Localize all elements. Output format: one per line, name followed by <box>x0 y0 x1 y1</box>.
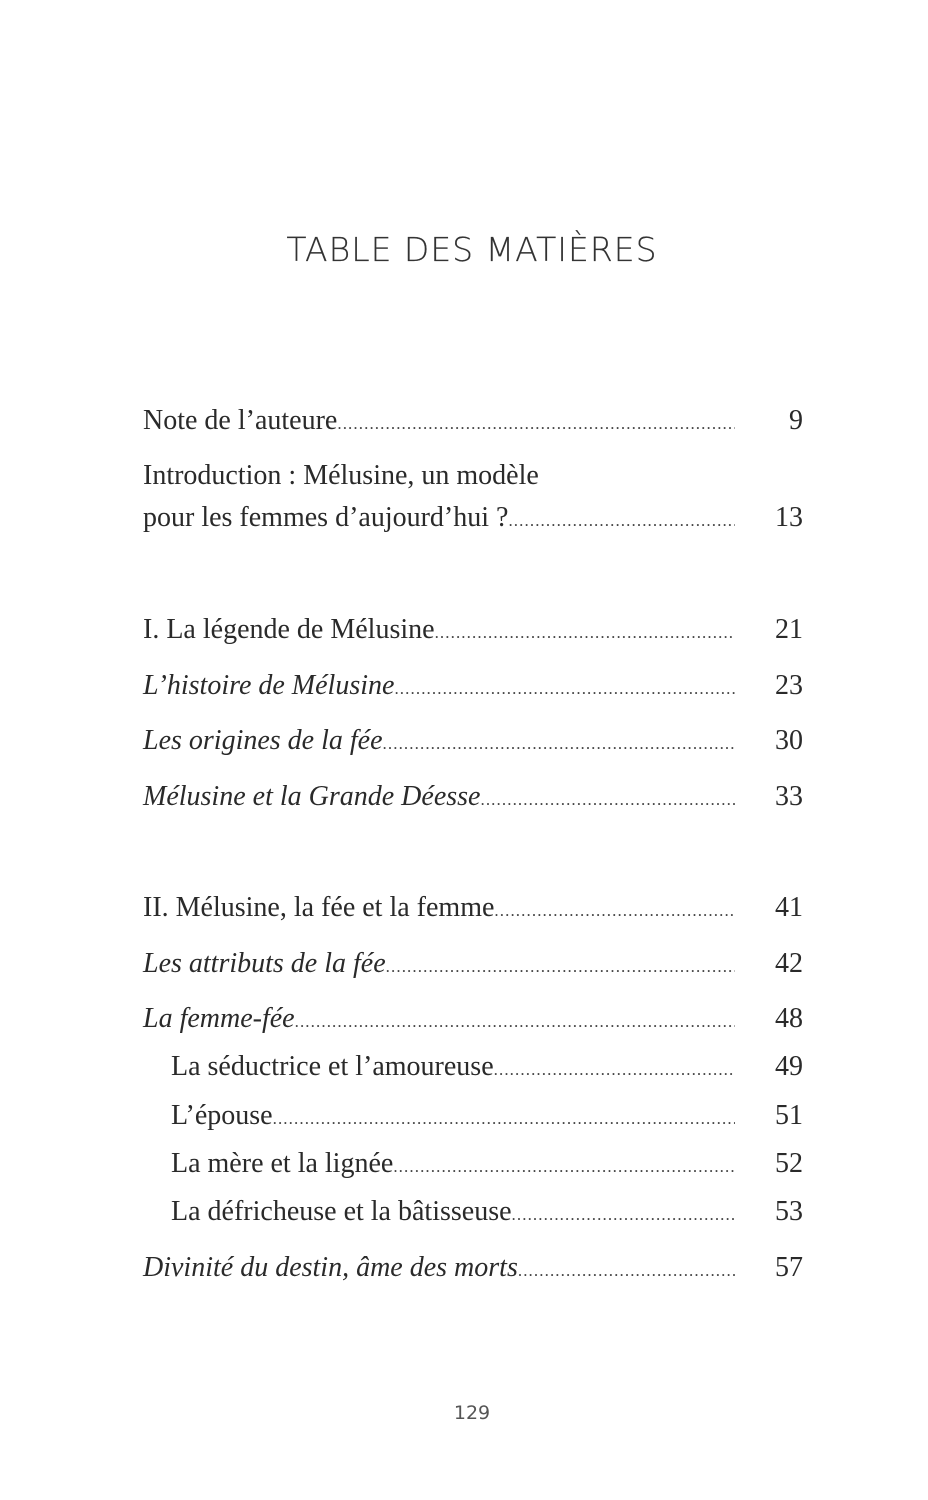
toc-entry-origines-fee[interactable] <box>143 720 803 765</box>
toc-entry-page: 42 <box>775 948 803 979</box>
toc-entry-page: 48 <box>775 1003 803 1034</box>
toc-entry-page: 13 <box>775 502 803 533</box>
dot-leader <box>393 1146 735 1188</box>
toc-entry-page: 23 <box>775 670 803 701</box>
toc-entry-label: II. Mélusine, la fée et la femme <box>143 892 495 923</box>
dot-leader <box>512 1194 735 1236</box>
toc-entry-page: 49 <box>775 1051 803 1082</box>
dot-leader <box>508 500 735 542</box>
toc-entry-page: 52 <box>775 1148 803 1179</box>
toc-entry-attributs-fee[interactable] <box>143 943 803 988</box>
toc-entry-divinite-destin[interactable] <box>143 1247 803 1292</box>
dot-leader <box>383 723 735 765</box>
toc-entry-label: La défricheuse et la bâtisseuse <box>171 1196 512 1227</box>
toc-entry-chapter-1[interactable] <box>143 609 803 654</box>
toc-entry-label: Mélusine et la Grande Déesse <box>143 781 481 812</box>
dot-leader <box>494 890 735 932</box>
toc-entry-chapter-2[interactable] <box>143 887 803 932</box>
toc-entry-page: 51 <box>775 1100 803 1131</box>
toc-entry-label: Les attributs de la fée <box>143 948 386 979</box>
dot-leader <box>273 1098 735 1140</box>
page-number: 129 <box>453 1402 491 1424</box>
toc-entry-label-line1: Introduction : Mélusine, un modèle <box>143 460 539 491</box>
toc-entry-mere-lignee[interactable] <box>171 1143 803 1188</box>
toc-entry-label: La femme-fée <box>143 1003 295 1034</box>
toc-entry-label: Divinité du destin, âme des morts <box>143 1252 518 1283</box>
toc-entry-introduction[interactable] <box>143 455 803 542</box>
toc-entry-page: 41 <box>775 892 803 923</box>
toc-entry-label: La séductrice et l’amoureuse <box>171 1051 494 1082</box>
toc-entry-histoire-melusine[interactable] <box>143 665 803 710</box>
toc-entry-label: La mère et la lignée <box>171 1148 394 1179</box>
toc-entry-defricheuse[interactable] <box>171 1191 803 1236</box>
toc-entry-page: 21 <box>775 614 803 645</box>
toc-entry-label: L’histoire de Mélusine <box>143 670 395 701</box>
toc-entry-label: Les origines de la fée <box>143 725 383 756</box>
toc-entry-page: 9 <box>789 405 803 436</box>
toc-entry-page: 33 <box>775 781 803 812</box>
dot-leader <box>480 779 735 821</box>
toc-entry-label-line2: pour les femmes d’aujourd’hui ? <box>143 502 509 533</box>
dot-leader <box>494 1049 735 1091</box>
dot-leader <box>337 403 735 445</box>
toc-entry-seductrice[interactable] <box>171 1046 803 1091</box>
dot-leader <box>386 946 735 988</box>
toc-entry-label: I. La légende de Mélusine <box>143 614 435 645</box>
toc-entry-label: Note de l’auteure <box>143 405 338 436</box>
page-title: TABLE DES MATIÈRES <box>286 230 658 270</box>
toc-entry-page: 53 <box>775 1196 803 1227</box>
toc-entry-page: 57 <box>775 1252 803 1283</box>
toc-entry-note-auteure[interactable] <box>143 400 803 445</box>
toc-entry-page: 30 <box>775 725 803 756</box>
toc-entry-label: L’épouse <box>171 1100 273 1131</box>
dot-leader <box>394 668 735 710</box>
dot-leader <box>295 1001 735 1043</box>
toc-entry-grande-deesse[interactable] <box>143 776 803 821</box>
dot-leader <box>435 612 735 654</box>
dot-leader <box>518 1250 735 1292</box>
toc-entry-epouse[interactable] <box>171 1095 803 1140</box>
toc-entry-femme-fee[interactable] <box>143 998 803 1043</box>
